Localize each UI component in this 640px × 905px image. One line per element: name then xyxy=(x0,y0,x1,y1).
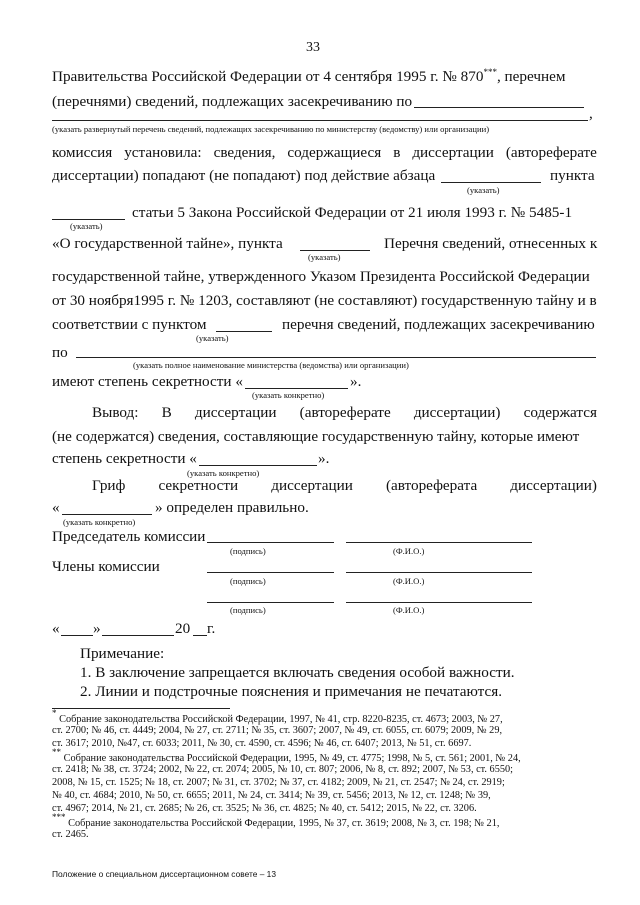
body-line-7-end: Перечня сведений, отнесенных к xyxy=(384,235,598,252)
date-year: 20 xyxy=(175,620,191,637)
chair-sign-hint: (подпись) xyxy=(230,546,266,556)
note-1: 1. В заключение запрещается включать сведения особой важности. xyxy=(80,664,515,681)
fill-line-ministry xyxy=(76,357,596,358)
hint-specify-2: (указать) xyxy=(70,221,103,231)
body-line-5: диссертации) попадают (не попадают) под действие абзаца xyxy=(52,167,436,184)
footnote-2-line-3: 2008, № 15, ст. 1525; № 18, ст. 2007; № 31, ст. 3702; № 37, ст. 4182; 2009, № 21, ст. 2547; № 24, ст. 2919; xyxy=(52,777,505,788)
l16-w3: диссертации xyxy=(271,477,353,494)
date-open-quote: « xyxy=(52,620,60,637)
fill-line-secrecy-1 xyxy=(245,388,348,389)
date-close-quote: » xyxy=(93,620,101,637)
fill-line-point-3 xyxy=(216,331,272,332)
member2-fio-hint: (Ф.И.О.) xyxy=(393,605,425,615)
footnote-2-line-5: ст. 4967; 2014, № 21, ст. 2685; № 26, ст. 3525; № 36, ст. 4825; № 40, ст. 5412; 2015, № 22, ст. 3206. xyxy=(52,803,477,814)
hint-specify-1: (указать) xyxy=(467,185,500,195)
chair-name-line xyxy=(346,542,532,543)
date-month-line xyxy=(102,635,174,636)
body-line-15: степень секретности « xyxy=(52,450,197,467)
date-year-line xyxy=(193,635,207,636)
member1-signature-line xyxy=(207,572,334,573)
line-1-tail: , перечнем xyxy=(496,68,566,85)
body-line-13 xyxy=(92,405,597,420)
hint-specify-3: (указать) xyxy=(308,252,341,262)
body-line-12-end: ». xyxy=(350,373,362,390)
date-g: г. xyxy=(207,620,216,637)
body-line-17: « xyxy=(52,499,60,516)
body-line-11: по xyxy=(52,344,68,361)
footnote-2-line-2: ст. 2418; № 38, ст. 3724; 2002, № 22, ст. 2074; 2005, № 10, ст. 807; 2006, № 8, ст. 892; 2007, № 53, ст. 6550; xyxy=(52,764,514,775)
body-line-6: статьи 5 Закона Российской Федерации от 21 июля 1993 г. № 5485-1 xyxy=(132,204,573,221)
member1-sign-hint: (подпись) xyxy=(230,576,266,586)
hint-specify-4: (указать) xyxy=(196,333,229,343)
l13-w5: диссертации) xyxy=(413,404,501,421)
hint-concrete-2: (указать конкретно) xyxy=(187,468,260,478)
footnote-3-mark: *** xyxy=(52,812,66,822)
fill-line-point xyxy=(52,219,125,220)
footnote-2-mark: ** xyxy=(52,747,61,757)
chair-fio-hint: (Ф.И.О.) xyxy=(393,546,425,556)
hint-list: (указать развернутый перечень сведений, подлежащих засекречиванию по министерству (ведомству) или организации) xyxy=(52,124,490,134)
hint-concrete-1: (указать конкретно) xyxy=(252,390,325,400)
footnote-1-line-2: ст. 2700; № 46, ст. 4449; 2004, № 27, ст. 2711; № 35, ст. 3607; 2007, № 49, ст. 6055, ст. 6079; 2009, № 29, xyxy=(52,725,503,736)
fill-line-point-2 xyxy=(300,250,370,251)
body-line-5-end: пункта xyxy=(550,167,595,184)
footnote-3-line-1 xyxy=(52,812,500,829)
footnote-2-line-4: № 40, ст. 4684; 2010, № 50, ст. 6655; 2011, № 24, ст. 3414; № 39, ст. 5456; 2013, № 12, ст. 1248; № 39, xyxy=(52,790,491,801)
l4-w7: (автореферате xyxy=(505,144,597,161)
page-footer: Положение о специальном диссертационном совете – 13 xyxy=(52,869,276,879)
body-line-4 xyxy=(52,145,597,160)
l16-w1: Гриф xyxy=(92,477,126,494)
footnote-2-text-1: Собрание законодательства Российской Федерации, 1995, № 49, ст. 4775; 1998, № 5, ст. 561; 2001, № 24, xyxy=(63,753,521,764)
member2-sign-hint: (подпись) xyxy=(230,605,266,615)
footnote-ref-3: *** xyxy=(483,67,497,77)
line-1-text: Правительства Российской Федерации от 4 сентября 1995 г. № 870 xyxy=(52,68,484,85)
fill-line-paragraph xyxy=(441,182,541,183)
chair-label: Председатель комиссии xyxy=(52,528,206,545)
footnote-1-line-1 xyxy=(52,708,503,725)
date-day-line xyxy=(61,635,93,636)
body-line-9: от 30 ноября1995 г. № 1203, составляют (не составляют) государственную тайну и в xyxy=(52,292,597,309)
footnote-3-text-1: Собрание законодательства Российской Федерации, 1995, № 37, ст. 3619; 2008, № 3, ст. 198; № 21, xyxy=(68,818,500,829)
l16-w2: секретности xyxy=(158,477,239,494)
hint-concrete-3: (указать конкретно) xyxy=(63,517,136,527)
member2-signature-line xyxy=(207,602,334,603)
member1-fio-hint: (Ф.И.О.) xyxy=(393,576,425,586)
body-line-7: «О государственной тайне», пункта xyxy=(52,235,283,252)
body-line-2: (перечнями) сведений, подлежащих засекречиванию по xyxy=(52,93,413,110)
body-line-16 xyxy=(92,478,597,493)
body-line-10-end: перечня сведений, подлежащих засекречиванию xyxy=(282,316,595,333)
fill-line-list xyxy=(414,107,584,108)
body-line-15-end: ». xyxy=(318,450,330,467)
members-label: Члены комиссии xyxy=(52,558,160,575)
body-line-12: имеют степень секретности « xyxy=(52,373,243,390)
l4-w3: сведения, xyxy=(213,144,276,161)
footnote-1-text-1: Собрание законодательства Российской Федерации, 1997, № 41, стр. 8220-8235, ст. 4673; 2003, № 27, xyxy=(59,714,503,725)
page-number: 33 xyxy=(306,40,320,55)
footnote-1-line-3: ст. 3617; 2010, №47, ст. 6033; 2011, № 30, ст. 4590, ст. 4596; № 46, ст. 6407; 2013, № 51, ст. 6697. xyxy=(52,738,472,749)
footnote-2-line-1 xyxy=(52,747,521,764)
footnote-separator xyxy=(52,708,230,709)
member2-name-line xyxy=(346,602,532,603)
l13-w6: содержатся xyxy=(523,404,597,421)
fill-line-list-full xyxy=(52,120,588,121)
l4-w6: диссертации xyxy=(412,144,494,161)
body-line-17-end: » определен правильно. xyxy=(155,499,309,516)
footnote-3-line-2: ст. 2465. xyxy=(52,829,89,840)
member1-name-line xyxy=(346,572,532,573)
body-line-1 xyxy=(52,69,565,84)
l4-w5: в xyxy=(393,144,401,161)
hint-ministry: (указать полное наименование министерства (ведомства) или организации) xyxy=(133,360,409,370)
footnote-1-mark: * xyxy=(52,708,57,718)
l4-w2: установила: xyxy=(124,144,202,161)
l4-w1: комиссия xyxy=(52,144,113,161)
l16-w5: диссертации) xyxy=(510,477,597,494)
body-line-14: (не содержатся) сведения, составляющие государственную тайну, которые имеют xyxy=(52,428,580,445)
l13-w3: диссертации xyxy=(194,404,277,421)
l13-w1: Вывод: xyxy=(92,404,139,421)
body-line-10: соответствии с пунктом xyxy=(52,316,207,333)
note-title: Примечание: xyxy=(80,645,165,662)
l13-w4: (автореферате xyxy=(299,404,391,421)
l13-w2: В xyxy=(161,404,172,421)
fill-line-secrecy-2 xyxy=(199,465,317,466)
body-line-8: государственной тайне, утвержденного Указом Президента Российской Федерации xyxy=(52,268,590,285)
l16-w4: (автореферата xyxy=(385,477,478,494)
chair-signature-line xyxy=(207,542,334,543)
line-3-comma: , xyxy=(589,105,593,122)
l4-w4: содержащиеся xyxy=(287,144,382,161)
fill-line-stamp xyxy=(62,514,152,515)
note-2: 2. Линии и подстрочные пояснения и примечания не печатаются. xyxy=(80,683,503,700)
